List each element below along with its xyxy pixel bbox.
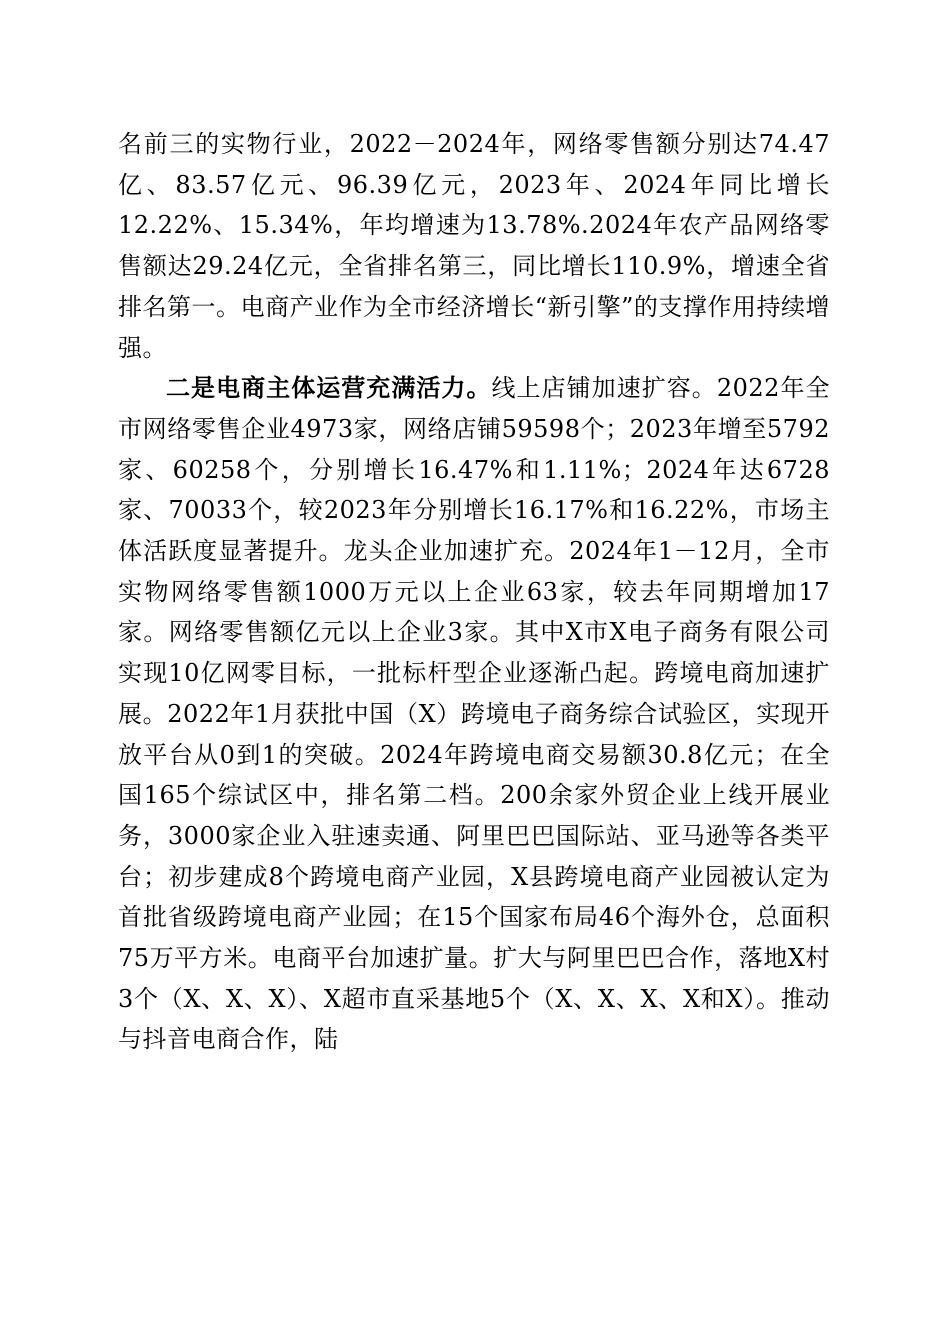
- paragraph-2: [118, 368, 830, 1060]
- paragraph-1-text: 名前三的实物行业，2022－2024年，网络零售额分别达74.47亿、83.57亿元、96.39亿元，2023年、2024年同比增长12.22%、15.34%，年均增速为13.78%.2024年农产品网络零售额达29.24亿元，全省排名第三，同比增长110.9%，增速全省排名第一。电商产业作为全市经济增长“新引擎”的支撑作用持续增强。: [118, 130, 830, 362]
- paragraph-2-lead: 二是电商主体运营充满活力。: [166, 373, 492, 403]
- document-page: [118, 124, 830, 1060]
- paragraph-2-text: 线上店铺加速扩容。2022年全市网络零售企业4973家，网络店铺59598个；2023年增至5792家、60258个，分别增长16.47%和1.11%；2024年达6728家、70033个，较2023年分别增长16.17%和16.22%，市场主体活跃度显著提升。龙头企业加速扩充。2024年1－12月，全市实物网络零售额1000万元以上企业63家，较去年同期增加17家。网络零售额亿元以上企业3家。其中X市X电子商务有限公司实现10亿网零目标，一批标杆型企业逐渐凸起。跨境电商加速扩展。2022年1月获批中国（X）跨境电子商务综合试验区，实现开放平台从0到1的突破。2024年跨境电商交易额30.8亿元；在全国165个综试区中，排名第二档。200余家外贸企业上线开展业务，3000家企业入驻速卖通、阿里巴巴国际站、亚马逊等各类平台；初步建成8个跨境电商产业园，X县跨境电商产业园被认定为首批省级跨境电商产业园；在15个国家布局46个海外仓，总面积75万平方米。电商平台加速扩量。扩大与阿里巴巴合作，落地X村3个（X、X、X）、X超市直采基地5个（X、X、X、X和X）。推动与抖音电商合作，陆: [118, 374, 830, 1054]
- paragraph-1: [118, 124, 830, 368]
